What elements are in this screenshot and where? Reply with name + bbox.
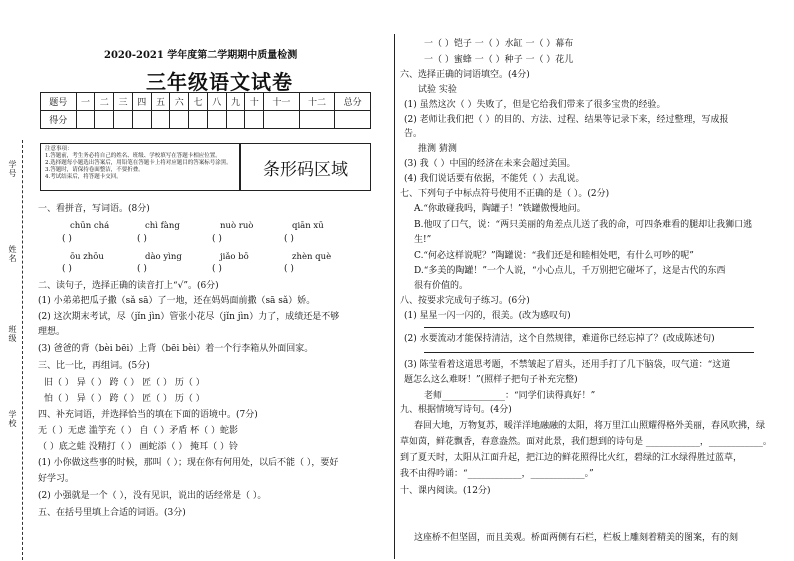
score-cell[interactable] — [335, 111, 371, 129]
question-4-item-1-cont: 好学习。 — [38, 474, 75, 484]
question-7-option-d: D.“多美的陶罐！”一个人说，“小心点儿，千万别把它碰坏了，这是古代的东西 — [414, 266, 726, 276]
pinyin: chūn chá — [70, 221, 110, 231]
answer-line[interactable] — [424, 327, 754, 328]
answer-blank[interactable]: ( ) — [62, 264, 72, 274]
question-6-item-2: (2) 老师让我们把（ ）的目的、方法、过程、结果等记录下来，经过整理，写成报 — [404, 115, 729, 125]
question-3-heading: 三、比一比，再组词。(5分) — [38, 361, 150, 371]
question-4-row-2: （ ）底之蛙 没精打（ ） 画蛇添（ ） 掩耳（ ）铃 — [38, 442, 239, 452]
answer-blank[interactable]: ( ) — [284, 234, 294, 244]
side-label-school: 学校 — [8, 410, 17, 428]
score-row-label: 得分 — [41, 111, 77, 129]
question-5-row-2: 一（ ）蜜蜂 一（ ）种子 一（ ）花儿 — [424, 55, 574, 65]
reading-passage: 这座桥不但坚固，而且美观。桥面两侧有石栏，栏板上雕刻着精美的图案，有的刻 — [414, 533, 739, 543]
notice-item: 3.答题时，请保持卷面整洁，不要折叠。 — [45, 167, 144, 173]
question-9-para-2[interactable]: 草如茵，鲜花飘香，春意盎然。面对此景，我们想到的诗句是 ____________，____________。 — [400, 437, 772, 447]
question-6-item-3: (3) 我（ ）中国的经济在未来会超过美国。 — [404, 159, 576, 169]
question-9-heading: 九、根据情境写诗句。(4分) — [400, 405, 512, 415]
barcode-area — [240, 143, 371, 191]
score-col: 六 — [170, 93, 189, 111]
score-table-score-row — [41, 111, 371, 129]
question-7-option-b: B.他叹了口气，说：“两只美丽的角差点儿送了我的命，可四条难看的腿却让我狮口逃 — [414, 220, 753, 230]
question-1-heading: 一、看拼音，写词语。(8分) — [38, 204, 150, 214]
score-cell[interactable] — [264, 111, 300, 129]
score-cell[interactable] — [170, 111, 189, 129]
score-cell[interactable] — [95, 111, 114, 129]
side-label-name: 姓名 — [8, 245, 17, 263]
binding-margin — [0, 0, 34, 561]
notice-item: 2.选择题每小题选出答案后，用铅笔在答题卡上将对应题目的答案标号涂黑。 — [45, 160, 232, 166]
score-table-header-row — [41, 93, 371, 111]
question-2-heading: 二、读句子，选择正确的读音打上“√”。(6分) — [38, 281, 219, 291]
question-7-option-b-cont: 生!” — [414, 235, 432, 245]
score-cell[interactable] — [245, 111, 264, 129]
question-5-row-1: 一（ ）铠子 一（ ）水缸 一（ ）幕布 — [424, 39, 574, 49]
score-cell[interactable] — [226, 111, 245, 129]
pinyin: jiǎo bō — [220, 252, 249, 262]
score-cell[interactable] — [76, 111, 95, 129]
question-6-item-1: (1) 虽然这次（ ）失败了，但是它给我们带来了很多宝贵的经验。 — [404, 100, 666, 110]
question-8-item-2: (2) 水要流动才能保持清洁，这个自然规律，难道你已经忘掉了？(改成陈述句) — [404, 334, 715, 344]
question-9-para-1: 春回大地，万物复苏，暖洋洋地融融的太阳，将万里江山照耀得格外美丽，春风吹拂，绿 — [414, 421, 766, 431]
exam-title: 2020-2021 学年度第二学期期中质量检测 — [104, 50, 298, 61]
question-2-item-2-cont: 理想。 — [38, 327, 66, 337]
pinyin: chì fàng — [145, 221, 180, 231]
question-2-item-2: (2) 这次期末考试，尽（jǐn jìn）管张小花尽（jǐn jìn）力了，成绩还是不够 — [38, 312, 340, 322]
notice-title: 注意事项： — [45, 146, 73, 152]
question-6-words-1: 试验 实验 — [418, 85, 457, 95]
question-2-item-1: (1) 小弟弟把瓜子撒（sǎ sā）了一地，还在妈妈面前撒（sā sǎ）娇。 — [38, 296, 316, 306]
question-8-item-3-cont: 题怎么这么难呀！”(照样子把句子补充完整) — [404, 375, 578, 385]
score-cell[interactable] — [114, 111, 133, 129]
answer-blank[interactable]: ( ) — [284, 264, 294, 274]
side-label-class: 班级 — [8, 325, 17, 343]
score-col: 十 — [245, 93, 264, 111]
score-cell[interactable] — [207, 111, 226, 129]
score-col: 四 — [132, 93, 151, 111]
question-7-option-c: C.“何必这样说呢？”陶罐说：“我们还是和睦相处吧，有什么可吵的呢” — [414, 251, 694, 261]
question-8-item-3: (3) 陈莹看着这道思考题，不禁皱起了眉头，还用手打了几下脑袋，叹气道：“这道 — [404, 360, 731, 370]
score-cell[interactable] — [151, 111, 170, 129]
question-4-row-1: 无（ ）无虑 滥竽充（ ） 自（ ）矛盾 杯（ ）蛇影 — [38, 426, 239, 436]
paper-title: 三年级语文试卷 — [146, 70, 293, 94]
question-6-item-4: (4) 我们说话要有依据，不能凭（ ）去乱说。 — [404, 174, 585, 184]
question-3-row-2: 怕（ ） 异（ ） 跨（ ） 匠（ ） 历（ ） — [44, 394, 205, 404]
question-7-heading: 七、下列句子中标点符号使用不正确的是（ ）。(2分) — [400, 189, 610, 199]
question-3-row-1: 旧（ ） 异（ ） 跨（ ） 匠（ ） 历（ ） — [44, 378, 205, 388]
question-9-para-4[interactable]: 我不由得吟诵：“____________，____________。” — [400, 469, 594, 479]
question-8-item-1: (1) 星星一闪一闪的，很美。(改为感叹句) — [404, 311, 571, 321]
question-5-heading: 五、在括号里填上合适的词语。(3分) — [38, 508, 186, 518]
pinyin: dào yìng — [145, 252, 182, 262]
score-col: 三 — [114, 93, 133, 111]
question-6-heading: 六、选择正确的词语填空。(4分) — [400, 70, 530, 80]
score-cell[interactable] — [299, 111, 335, 129]
barcode-label: 条形码区域 — [263, 159, 348, 180]
column-divider — [394, 34, 395, 559]
pinyin: ōu zhōu — [70, 252, 104, 262]
score-col: 一 — [76, 93, 95, 111]
score-col: 七 — [189, 93, 208, 111]
score-col: 总分 — [335, 93, 371, 111]
notice-box — [40, 143, 240, 191]
answer-blank[interactable]: ( ) — [137, 264, 147, 274]
score-col: 八 — [207, 93, 226, 111]
cut-line — [22, 140, 23, 560]
score-table — [40, 92, 371, 129]
notice-item: 4.考试结束后，将答题卡交回。 — [45, 174, 122, 180]
answer-blank[interactable]: ( ) — [62, 234, 72, 244]
score-col: 五 — [151, 93, 170, 111]
answer-blank[interactable]: ( ) — [212, 264, 222, 274]
score-col: 十一 — [264, 93, 300, 111]
question-6-item-2-cont: 告。 — [404, 129, 423, 139]
pinyin: zhèn què — [292, 252, 332, 262]
score-cell[interactable] — [189, 111, 208, 129]
question-8-item-3-example[interactable]: 老师______________：“同学们读得真好！” — [424, 391, 596, 401]
score-col: 九 — [226, 93, 245, 111]
score-col: 题号 — [41, 93, 77, 111]
side-label-student-id: 学号 — [8, 160, 17, 178]
score-col: 十二 — [299, 93, 335, 111]
pinyin: qiān xū — [292, 221, 324, 231]
question-6-words-2: 推测 猜测 — [418, 144, 457, 154]
question-10-heading: 十、课内阅读。(12分) — [400, 486, 491, 496]
pinyin: nuò ruò — [220, 221, 254, 231]
question-2-item-3: (3) 爸爸的背（bèi bēi）上背（bēi bèi）着一个行李箱从外面回家。 — [38, 344, 314, 354]
question-9-para-3: 到了夏天时，太阳从江面升起，把江边的鲜花照得比火红，碧绿的江水绿得胜过蓝草， — [400, 453, 743, 463]
question-8-heading: 八、按要求完成句子练习。(6分) — [400, 296, 530, 306]
question-4-heading: 四、补充词语，并选择恰当的填在下面的语境中。(7分) — [38, 410, 258, 420]
score-col: 二 — [95, 93, 114, 111]
question-7-option-d-cont: 很有价值的。 — [414, 281, 469, 291]
answer-blank[interactable]: ( ) — [212, 234, 222, 244]
question-4-item-1: (1) 小你做这些事的时候，那叫（ ）；现在你有何用处，以后不能（ ），要好 — [38, 458, 339, 468]
answer-line[interactable] — [424, 352, 754, 353]
question-4-item-2: (2) 小强就是一个（ ），没有见识，说出的话经常是（ ）。 — [38, 491, 267, 501]
score-cell[interactable] — [132, 111, 151, 129]
question-7-option-a: A.“你敢碰我吗，陶罐子！”铁罐傲慢地问。 — [414, 204, 586, 214]
answer-blank[interactable]: ( ) — [137, 234, 147, 244]
notice-item: 1.答题前，考生务必将自己的姓名、班级、学校填写在答题卡相应位置。 — [45, 153, 221, 159]
